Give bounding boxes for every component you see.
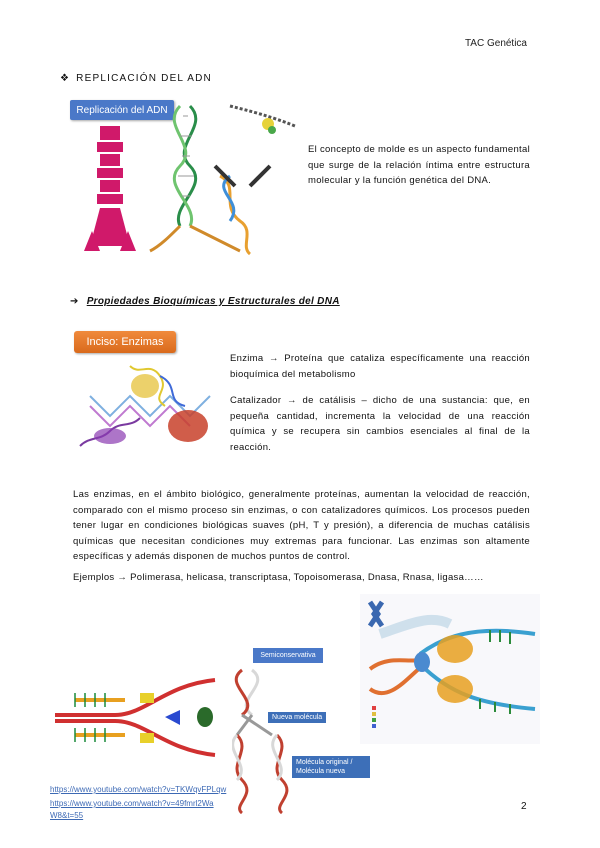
dna-polymerase-figure [360,594,540,744]
youtube-link-1[interactable]: https://www.youtube.com/watch?v=TKWqvFPLqw [50,785,227,794]
section-title-text: REPLICACIÓN DEL ADN [76,73,212,84]
molecule-legend-label: Molécula original / Molécula nueva [292,756,370,778]
arrow-icon: ➔ [70,296,79,307]
figure-label-enzymes: Inciso: Enzimas [74,331,176,353]
paragraph-molde: El concepto de molde es un aspecto fundamental que surge de la relación íntima entre estructura molecular y la función genética del DNA. [308,144,530,186]
subheading-text: Propiedades Bioquímicas y Estructurales del DNA [86,296,340,307]
diamond-bullet-icon: ❖ [60,73,71,84]
new-molecule-label: Nueva molécula [268,712,326,723]
paragraph-ejemplos: Ejemplos → Polimerasa, helicasa, transcriptasa, Topoisomerasa, Dnasa, Rnasa, ligasa…… [73,572,484,583]
figure-label-replication: Replicación del ADN [70,100,174,120]
dna-replication-figure [70,96,300,256]
paragraph-catalizador: Catalizador → de catálisis – dicho de una sustancia: que, en pequeña cantidad, incrementa la velocidad de una reacción química y se recupera sin cambios esenciales al final de la reacción. [230,395,530,453]
dna-helix [150,106,250,254]
helicase-structure [84,126,136,251]
page-number: 2 [521,801,527,812]
paragraph-enzima: Enzima → Proteína que cataliza específicamente una reacción bioquímica del metabolismo [230,353,530,380]
subheading [70,296,340,307]
section-title [60,73,212,84]
enzyme-structure-figure [70,356,226,456]
paragraph-enzimas: Las enzimas, en el ámbito biológico, generalmente proteínas, aumentan la velocidad de reacción, comparado con el mismo proceso sin enzimas, o con catalizadores químicos. Los procesos pueden tener lugar en condiciones biológicas suaves (pH, T y presión), a diferencia de muchas catálisis químicas que necesitan condiciones muy extremas para funcionar. Las enzimas son altamente específicas y además disponen de muchos puntos de control. [73,489,530,562]
youtube-link-2[interactable]: https://www.youtube.com/watch?v=49fmrl2Wa W8&t=55 [50,799,214,820]
semiconservative-label: Semiconservativa [253,648,323,663]
header-title: TAC Genética [464,38,527,49]
replication-fork-figure [45,655,225,765]
